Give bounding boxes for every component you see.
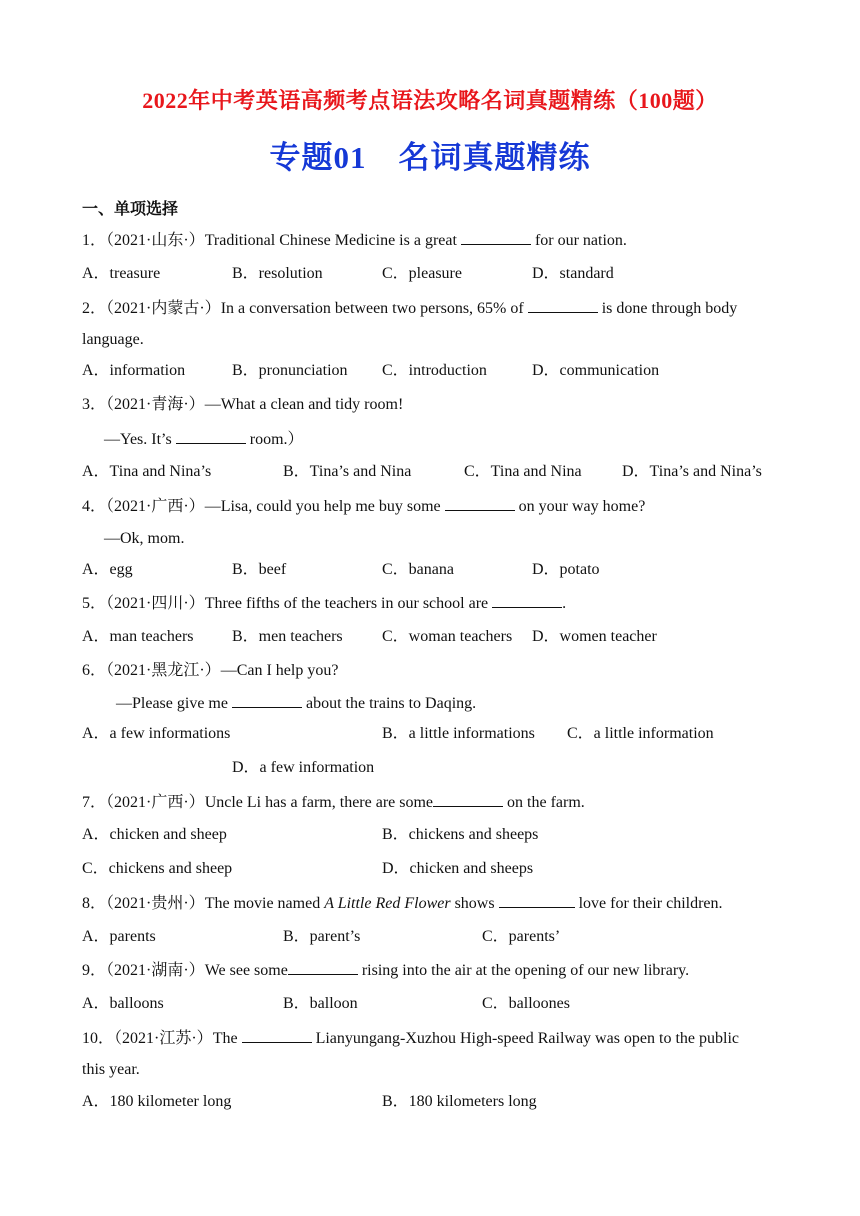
- question-source: （2021·广西·）: [106, 498, 205, 515]
- question-text: Three fifths of the teachers in our school are: [204, 595, 489, 612]
- question-5: [82, 592, 566, 615]
- answer-blank: [242, 1027, 312, 1043]
- question-text: In a conversation between two persons, 65% of: [220, 300, 524, 317]
- option-a: A．a few informations: [82, 725, 231, 742]
- question-number: 10．: [82, 1030, 115, 1047]
- question-text: We see some: [204, 962, 288, 979]
- option-b: B．balloon: [283, 995, 358, 1012]
- question-text: Traditional Chinese Medicine is a great: [204, 232, 457, 249]
- option-b: B．chickens and sheeps: [382, 826, 539, 843]
- question-1: [82, 229, 627, 252]
- question-source: （2021·内蒙古·）: [106, 300, 221, 317]
- option-c: C．introduction: [382, 362, 487, 379]
- question-text: on the farm.: [507, 794, 585, 811]
- question-text: —Lisa, could you help me buy some: [204, 498, 441, 515]
- option-a: A．balloons: [82, 995, 164, 1012]
- option-b: B．180 kilometers long: [382, 1093, 537, 1110]
- option-c: C．woman teachers: [382, 628, 513, 645]
- question-text: —What a clean and tidy room!: [204, 396, 404, 413]
- answer-blank: [461, 229, 531, 245]
- question-text: Lianyungang-Xuzhou High-speed Railway was open to the public: [315, 1030, 740, 1047]
- option-d: D．a few information: [232, 759, 375, 776]
- option-a: A．Tina and Nina’s: [82, 463, 212, 480]
- question-text: .: [562, 595, 567, 612]
- question-text-continued: this year.: [82, 1061, 140, 1078]
- option-b: B．beef: [232, 561, 287, 578]
- answer-blank: [445, 495, 515, 511]
- option-c: C．chickens and sheep: [82, 860, 233, 877]
- question-number: 4．: [82, 498, 107, 515]
- question-text: rising into the air at the opening of our new library.: [361, 962, 690, 979]
- answer-blank: [492, 592, 562, 608]
- option-a: A．chicken and sheep: [82, 826, 227, 843]
- option-d: D．Tina’s and Nina’s: [622, 463, 762, 480]
- option-b: B．parent’s: [283, 928, 361, 945]
- option-d: D．chicken and sheeps: [382, 860, 534, 877]
- question-number: 2．: [82, 300, 107, 317]
- question-source: （2021·广西·）: [106, 794, 205, 811]
- question-number: 3．: [82, 396, 107, 413]
- answer-blank: [232, 692, 302, 708]
- option-d: D．communication: [532, 362, 660, 379]
- question-source: （2021·湖南·）: [106, 962, 205, 979]
- question-dialogue-line: [104, 428, 304, 451]
- question-number: 9．: [82, 962, 107, 979]
- answer-blank: [433, 791, 503, 807]
- section-heading: 一、单项选择: [82, 201, 179, 218]
- answer-blank: [288, 959, 358, 975]
- option-a: A．parents: [82, 928, 156, 945]
- question-source: （2021·青海·）: [106, 396, 205, 413]
- option-a: A．treasure: [82, 265, 161, 282]
- question-4: [82, 495, 645, 518]
- question-number: 1．: [82, 232, 107, 249]
- question-text-continued: language.: [82, 331, 144, 348]
- question-8: [82, 892, 723, 915]
- question-dialogue-line: —Ok, mom.: [104, 530, 185, 547]
- option-a: A．egg: [82, 561, 133, 578]
- question-number: 8．: [82, 895, 107, 912]
- question-source: （2021·四川·）: [106, 595, 205, 612]
- question-text: —Can I help you?: [220, 662, 339, 679]
- option-a: A．information: [82, 362, 186, 379]
- option-b: B．resolution: [232, 265, 323, 282]
- question-text: on your way home?: [518, 498, 646, 515]
- question-number: 7．: [82, 794, 107, 811]
- question-6: [82, 660, 338, 682]
- option-c: C．banana: [382, 561, 454, 578]
- option-c: C．balloones: [482, 995, 570, 1012]
- question-source: （2021·山东·）: [106, 232, 205, 249]
- option-d: D．standard: [532, 265, 614, 282]
- answer-blank: [176, 428, 246, 444]
- question-9: [82, 959, 689, 982]
- question-source: （2021·贵州·）: [106, 895, 205, 912]
- option-d: D．potato: [532, 561, 600, 578]
- question-number: 5．: [82, 595, 107, 612]
- question-source: （2021·黑龙江·）: [106, 662, 221, 679]
- question-text: is done through body: [601, 300, 738, 317]
- question-source: （2021·江苏·）: [114, 1030, 213, 1047]
- question-text: love for their children.: [578, 895, 723, 912]
- question-dialogue-line: [116, 692, 476, 715]
- option-a: A．180 kilometer long: [82, 1093, 232, 1110]
- question-text: Uncle Li has a farm, there are some: [204, 794, 434, 811]
- question-3: [82, 394, 403, 416]
- question-text: —Please give me: [116, 695, 228, 712]
- question-10: [82, 1027, 739, 1050]
- option-c: C．pleasure: [382, 265, 462, 282]
- answer-blank: [528, 297, 598, 313]
- question-text: about the trains to Daqing.: [305, 695, 477, 712]
- option-b: B．men teachers: [232, 628, 343, 645]
- option-b: B．Tina’s and Nina: [283, 463, 412, 480]
- answer-blank: [499, 892, 575, 908]
- option-c: C．parents’: [482, 928, 561, 945]
- option-c: C．Tina and Nina: [464, 463, 582, 480]
- movie-title: A Little Red Flower: [324, 895, 451, 912]
- document-title: 2022年中考英语高频考点语法攻略名词真题精练（100题）: [142, 88, 718, 113]
- document-subtitle: 专题01 名词真题精练: [269, 140, 591, 175]
- option-c: C．a little information: [567, 725, 714, 742]
- option-a: A．man teachers: [82, 628, 194, 645]
- question-text: room.）: [249, 431, 304, 448]
- question-text: The movie named: [204, 895, 321, 912]
- question-7: [82, 791, 585, 814]
- question-2: [82, 297, 737, 320]
- question-text: —Yes. It’s: [104, 431, 172, 448]
- option-b: B．a little informations: [382, 725, 535, 742]
- question-number: 6．: [82, 662, 107, 679]
- option-d: D．women teacher: [532, 628, 657, 645]
- question-text: The: [212, 1030, 238, 1047]
- question-text: for our nation.: [534, 232, 627, 249]
- question-text: shows: [454, 895, 495, 912]
- option-b: B．pronunciation: [232, 362, 348, 379]
